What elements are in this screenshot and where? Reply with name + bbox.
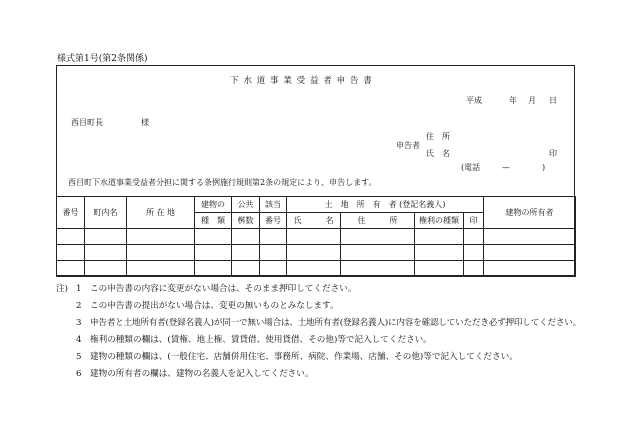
header-applicable-1: 該当: [260, 197, 287, 213]
note-text: この申告書の内容に変更がない場合は、そのまま押印してください。: [90, 284, 357, 294]
header-town: 町内名: [85, 197, 127, 229]
date-month-label: 月: [528, 96, 536, 105]
addressee-name: 西目町長: [71, 118, 103, 127]
note-text: 権利の種類の欄は、(賃権、地上権、賃貸借、使用貸借、その他)等で記入してください。: [90, 335, 432, 345]
name-label: 氏 名: [426, 149, 450, 158]
table-header-row-1: [57, 197, 576, 213]
note-number: 2: [76, 301, 82, 311]
header-public-1: 公共: [232, 197, 260, 213]
addressee-honorific: 様: [141, 118, 149, 127]
header-applicable-2: 番号: [260, 213, 287, 229]
note-number: 5: [76, 352, 82, 362]
notes-label: 注): [56, 284, 68, 294]
date-day-label: 日: [549, 96, 557, 105]
table-row: [57, 261, 576, 277]
note-text: この申告書の提出がない場合は、変更の無いものとみなします。: [90, 301, 339, 311]
note-number: 6: [76, 369, 82, 379]
header-seal: 印: [464, 213, 484, 229]
address-label: 住 所: [426, 132, 450, 141]
declaration-statement: 西目町下水道事業受益者分担に関する条例施行規則第2条の規定により、申告します。: [68, 178, 377, 187]
date-era: 平成: [466, 96, 482, 105]
note-number: 4: [76, 335, 82, 345]
form-title: 下 水 道 事 業 受 益 者 申 告 書: [230, 76, 373, 86]
declarant-label: 申告者: [396, 141, 420, 150]
header-building-owner: 建物の所有者: [484, 197, 576, 229]
phone-close: ): [542, 163, 546, 172]
header-owner-address: 住 所: [341, 213, 415, 229]
note-text: 申告者と土地所有者(登録名義人)が同一で無い場合は、土地所有者(登録名義人)に内容を確認していただき必ず押印してください。: [90, 318, 582, 328]
header-building-type-2: 種 類: [195, 213, 232, 229]
note-number: 3: [76, 318, 82, 328]
table-row: [57, 229, 576, 245]
header-right-type: 権利の種類: [415, 213, 464, 229]
header-location: 所 在 地: [127, 197, 195, 229]
header-public-2: 桝数: [232, 213, 260, 229]
header-landowner-group: 土 地 所 有 者 (登記名義人): [287, 197, 484, 213]
seal-mark: 印: [549, 149, 557, 158]
phone-label: (電話: [461, 163, 481, 172]
landowner-table: [56, 196, 576, 277]
note-text: 建物の種類の欄は、(一般住宅、店舗併用住宅、事務所、病院、作業場、店舗、その他)等で記入してください。: [90, 352, 518, 362]
table-row: [57, 245, 576, 261]
date-year-label: 年: [509, 96, 517, 105]
note-text: 建物の所有者の欄は、建物の名義人を記入してください。: [90, 369, 314, 379]
form-number: 様式第1号(第2条関係): [57, 54, 148, 64]
header-number: 番号: [57, 197, 85, 229]
header-building-type-1: 建物の: [195, 197, 232, 213]
header-owner-name: 氏 名: [287, 213, 341, 229]
phone-dash: —: [502, 163, 510, 172]
note-number: 1: [76, 284, 82, 294]
